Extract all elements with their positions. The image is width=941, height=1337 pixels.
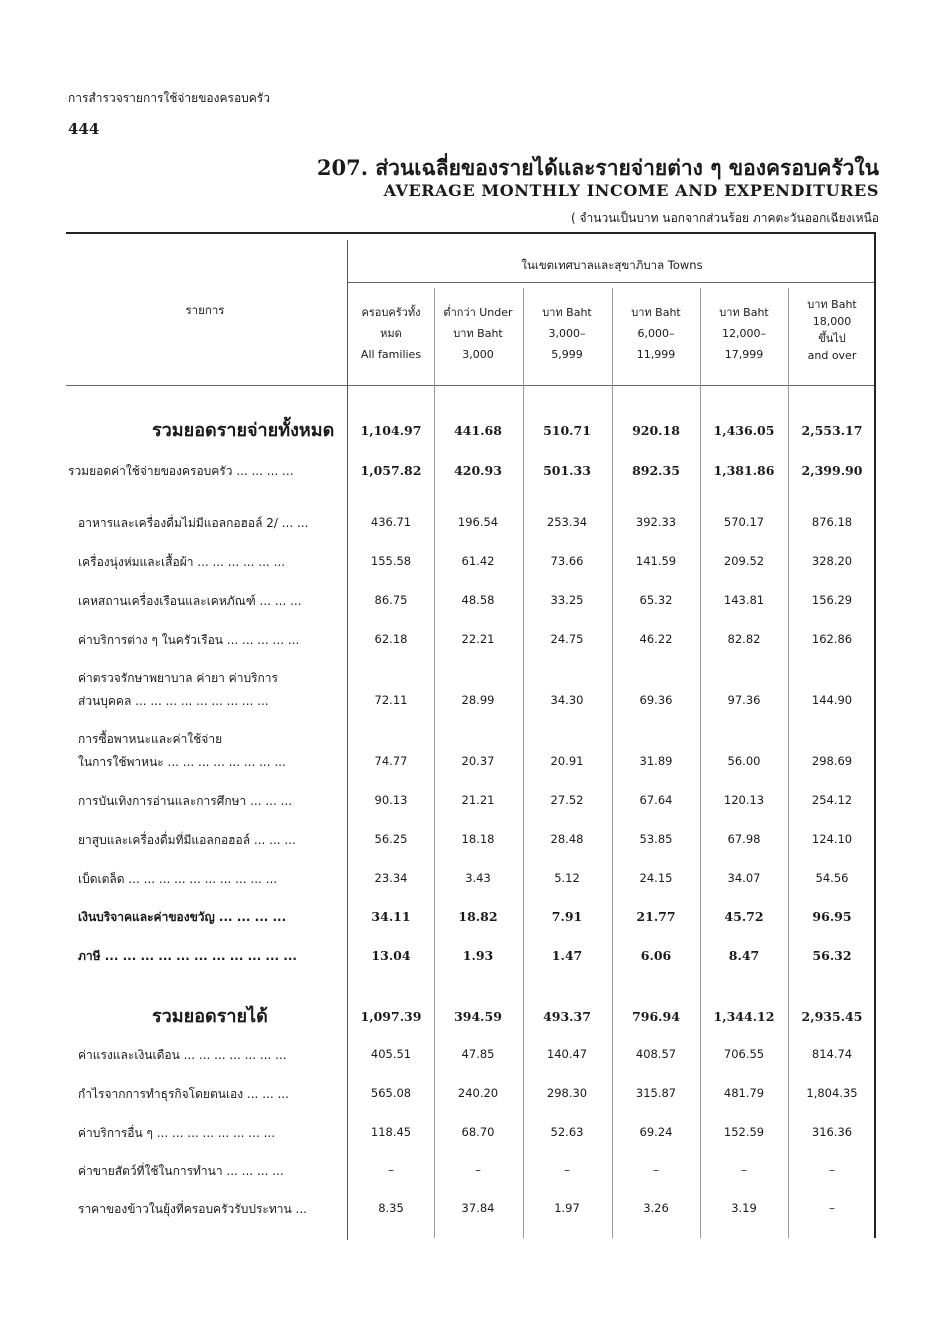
table-cell: –: [829, 1163, 835, 1177]
table-cell: 298.69: [811, 754, 853, 768]
column-header-line: 5,999: [551, 348, 583, 361]
table-cell: 6.06: [640, 948, 672, 963]
row-label: เครื่องนุ่งห่มและเสื้อผ้า ... ... ... ... ... ...: [78, 555, 286, 569]
column-header-line: 18,000: [812, 315, 852, 328]
page-number: 444: [68, 120, 100, 138]
column-header: [701, 302, 787, 365]
table-cell: 2,553.17: [801, 423, 863, 438]
column-header-line: All families: [360, 348, 422, 361]
table-cell: 570.17: [723, 515, 765, 529]
table-cell: 814.74: [811, 1047, 853, 1061]
column-header-line: บาท Baht: [631, 306, 681, 319]
table-cell: 69.36: [639, 693, 673, 707]
column-header: [789, 296, 875, 364]
column-header-line: บาท Baht: [719, 306, 769, 319]
table-cell: 13.04: [371, 948, 411, 963]
table-cell: 52.63: [550, 1125, 584, 1139]
row-label: เคหสถานเครื่องเรือนและเคหภัณฑ์ ... ... ...: [78, 594, 302, 608]
table-cell: 436.71: [370, 515, 412, 529]
table-cell: 86.75: [374, 593, 408, 607]
table-cell: 1,057.82: [360, 463, 422, 478]
table-cell: 1,804.35: [806, 1086, 858, 1100]
item-column-header: รายการ: [185, 303, 225, 317]
row-label: รวมยอดค่าใช้จ่ายของครอบครัว ... ... ... ...: [68, 464, 294, 478]
table-cell: –: [475, 1163, 481, 1177]
table-cell: 45.72: [724, 909, 764, 924]
table-cell: 565.08: [370, 1086, 412, 1100]
table-cell: 420.93: [454, 463, 502, 478]
table-cell: 152.59: [723, 1125, 765, 1139]
table-cell: 62.18: [374, 632, 408, 646]
column-header: [348, 302, 434, 365]
table-cell: 34.11: [371, 909, 411, 924]
table-cell: 141.59: [635, 554, 677, 568]
table-cell: 34.07: [727, 871, 761, 885]
table-cell: 253.34: [546, 515, 588, 529]
column-header-line: ขึ้นไป: [818, 332, 846, 345]
table-cell: 1,436.05: [713, 423, 775, 438]
row-label-continuation: ในการใช้พาหนะ ... ... ... ... ... ... ... ...: [78, 755, 286, 769]
header-bottom-rule: [66, 385, 876, 386]
column-header-line: 17,999: [724, 348, 764, 361]
table-cell: 394.59: [454, 1009, 502, 1024]
table-cell: 316.36: [811, 1125, 853, 1139]
table-cell: –: [564, 1163, 570, 1177]
row-label: ค่าแรงและเงินเดือน ... ... ... ... ... ... ...: [78, 1048, 287, 1062]
running-head: การสำรวจรายการใช้จ่ายของครอบครัว: [68, 91, 270, 105]
table-cell: 5.12: [554, 871, 580, 885]
table-cell: –: [388, 1163, 394, 1177]
table-cell: 1,381.86: [713, 463, 775, 478]
table-cell: 90.13: [374, 793, 408, 807]
row-label: ภาษี ... ... ... ... ... ... ... ... ... ... ...: [78, 949, 297, 963]
table-cell: 46.22: [639, 632, 673, 646]
table-cell: 73.66: [550, 554, 584, 568]
table-cell: 68.70: [461, 1125, 495, 1139]
table-cell: 18.82: [458, 909, 498, 924]
row-label: เบ็ดเตล็ด ... ... ... ... ... ... ... ... ... ...: [78, 872, 278, 886]
table-cell: 155.58: [370, 554, 412, 568]
table-cell: 1.97: [554, 1201, 580, 1215]
table-cell: 140.47: [546, 1047, 588, 1061]
row-label: ค่าบริการต่าง ๆ ในครัวเรือน ... ... ... ... ...: [78, 633, 300, 647]
row-label: ค่าขายสัตว์ที่ใช้ในการทำนา ... ... ... ...: [78, 1164, 284, 1178]
row-label: เงินบริจาคและค่าของขวัญ ... ... ... ...: [78, 910, 287, 924]
table-cell: 18.18: [461, 832, 495, 846]
column-header-line: 6,000–: [637, 327, 675, 340]
column-header-line: บาท Baht: [453, 327, 503, 340]
table-cell: 796.94: [632, 1009, 680, 1024]
row-label: กำไรจากการทำธุรกิจโดยตนเอง ... ... ...: [78, 1087, 289, 1101]
table-cell: 1,104.97: [360, 423, 422, 438]
table-cell: 69.24: [639, 1125, 673, 1139]
table-cell: 196.54: [457, 515, 499, 529]
table-cell: 27.52: [550, 793, 584, 807]
table-cell: 1.93: [462, 948, 494, 963]
column-header: [435, 302, 521, 365]
table-cell: 48.58: [461, 593, 495, 607]
table-cell: 61.42: [461, 554, 495, 568]
row-label: ค่าบริการอื่น ๆ ... ... ... ... ... ... ... ...: [78, 1126, 276, 1140]
table-cell: –: [829, 1201, 835, 1215]
column-header-line: ครอบครัวทั้ง: [361, 306, 421, 319]
table-cell: 3.26: [643, 1201, 669, 1215]
table-cell: 405.51: [370, 1047, 412, 1061]
table-subtitle: ( จำนวนเป็นบาท นอกจากส่วนร้อย ภาคตะวันออกเฉียงเหนือ: [570, 211, 879, 225]
table-cell: 3.43: [465, 871, 491, 885]
table-cell: 33.25: [550, 593, 584, 607]
table-cell: 65.32: [639, 593, 673, 607]
table-cell: 493.37: [543, 1009, 591, 1024]
table-cell: 8.35: [378, 1201, 404, 1215]
table-cell: 56.32: [812, 948, 852, 963]
section-total-label: รวมยอดรายจ่ายทั้งหมด: [152, 420, 335, 441]
table-cell: 56.00: [727, 754, 761, 768]
table-cell: 20.91: [550, 754, 584, 768]
column-header-line: 3,000: [462, 348, 494, 361]
table-cell: 74.77: [374, 754, 408, 768]
table-cell: 34.30: [550, 693, 584, 707]
table-cell: 408.57: [635, 1047, 677, 1061]
table-cell: 2,399.90: [801, 463, 863, 478]
group-header-rule: [347, 282, 876, 283]
table-cell: 7.91: [551, 909, 583, 924]
table-cell: 72.11: [374, 693, 408, 707]
table-cell: 53.85: [639, 832, 673, 846]
table-cell: 892.35: [632, 463, 680, 478]
table-cell: 481.79: [723, 1086, 765, 1100]
table-cell: 82.82: [727, 632, 761, 646]
row-label: ราคาของข้าวในยุ้งที่ครอบครัวรับประทาน ...: [78, 1202, 307, 1216]
table-cell: 3.19: [731, 1201, 757, 1215]
column-header-line: 12,000–: [722, 327, 766, 340]
table-cell: 67.64: [639, 793, 673, 807]
table-cell: 1,097.39: [360, 1009, 422, 1024]
table-cell: –: [653, 1163, 659, 1177]
table-cell: 124.10: [811, 832, 853, 846]
table-cell: 118.45: [370, 1125, 412, 1139]
table-cell: 510.71: [543, 423, 591, 438]
table-cell: 1.47: [551, 948, 583, 963]
table-cell: 47.85: [461, 1047, 495, 1061]
table-cell: 24.15: [639, 871, 673, 885]
table-cell: 876.18: [811, 515, 853, 529]
table-cell: 328.20: [811, 554, 853, 568]
column-header: [524, 302, 610, 365]
row-label: การบันเทิงการอ่านและการศึกษา ... ... ...: [78, 794, 293, 808]
table-title-thai: 207. ส่วนเฉลี่ยของรายได้และรายจ่ายต่าง ๆ ของครอบครัวใน: [316, 155, 879, 180]
table-cell: 37.84: [461, 1201, 495, 1215]
table-title-english: AVERAGE MONTHLY INCOME AND EXPENDITURES: [383, 181, 879, 200]
table-cell: 920.18: [632, 423, 680, 438]
table-cell: 120.13: [723, 793, 765, 807]
column-header-line: 11,999: [636, 348, 676, 361]
table-cell: 315.87: [635, 1086, 677, 1100]
column-header-line: บาท Baht: [807, 298, 857, 311]
table-cell: 240.20: [457, 1086, 499, 1100]
table-cell: 28.99: [461, 693, 495, 707]
table-cell: 144.90: [811, 693, 853, 707]
row-label: อาหารและเครื่องดื่มไม่มีแอลกอฮอล์ 2/ ... ...: [78, 516, 309, 530]
table-cell: 20.37: [461, 754, 495, 768]
row-label-continuation: ส่วนบุคคล ... ... ... ... ... ... ... ... ...: [78, 694, 269, 708]
column-header-line: and over: [807, 349, 857, 362]
column-header-line: บาท Baht: [542, 306, 592, 319]
table-cell: 28.48: [550, 832, 584, 846]
table-cell: 156.29: [811, 593, 853, 607]
column-header-line: 3,000–: [548, 327, 586, 340]
group-header: ในเขตเทศบาลและสุขาภิบาล Towns: [521, 258, 703, 272]
table-cell: 67.98: [727, 832, 761, 846]
column-header-line: ต่ำกว่า Under: [443, 306, 513, 319]
table-cell: 298.30: [546, 1086, 588, 1100]
table-cell: 31.89: [639, 754, 673, 768]
table-cell: 2,935.45: [801, 1009, 863, 1024]
column-header-line: หมด: [380, 327, 402, 340]
table-cell: 24.75: [550, 632, 584, 646]
row-label: ยาสูบและเครื่องดื่มที่มีแอลกอฮอล์ ... ... ...: [78, 833, 296, 847]
section-total-label: รวมยอดรายได้: [152, 1006, 268, 1027]
table-cell: 441.68: [454, 423, 502, 438]
table-cell: 97.36: [727, 693, 761, 707]
table-cell: –: [741, 1163, 747, 1177]
column-header: [613, 302, 699, 365]
table-cell: 21.77: [636, 909, 676, 924]
table-cell: 22.21: [461, 632, 495, 646]
table-cell: 392.33: [635, 515, 677, 529]
table-cell: 21.21: [461, 793, 495, 807]
table-cell: 162.86: [811, 632, 853, 646]
row-label: การซื้อพาหนะและค่าใช้จ่าย: [78, 732, 223, 746]
table-cell: 706.55: [723, 1047, 765, 1061]
table-cell: 143.81: [723, 593, 765, 607]
table-cell: 8.47: [728, 948, 760, 963]
table-cell: 254.12: [811, 793, 853, 807]
table-cell: 1,344.12: [713, 1009, 775, 1024]
table-cell: 96.95: [812, 909, 852, 924]
table-cell: 23.34: [374, 871, 408, 885]
table-cell: 501.33: [543, 463, 591, 478]
table-cell: 54.56: [815, 871, 849, 885]
top-rule: [66, 232, 876, 234]
row-label: ค่าตรวจรักษาพยาบาล ค่ายา ค่าบริการ: [78, 671, 278, 685]
table-cell: 56.25: [374, 832, 408, 846]
table-cell: 209.52: [723, 554, 765, 568]
